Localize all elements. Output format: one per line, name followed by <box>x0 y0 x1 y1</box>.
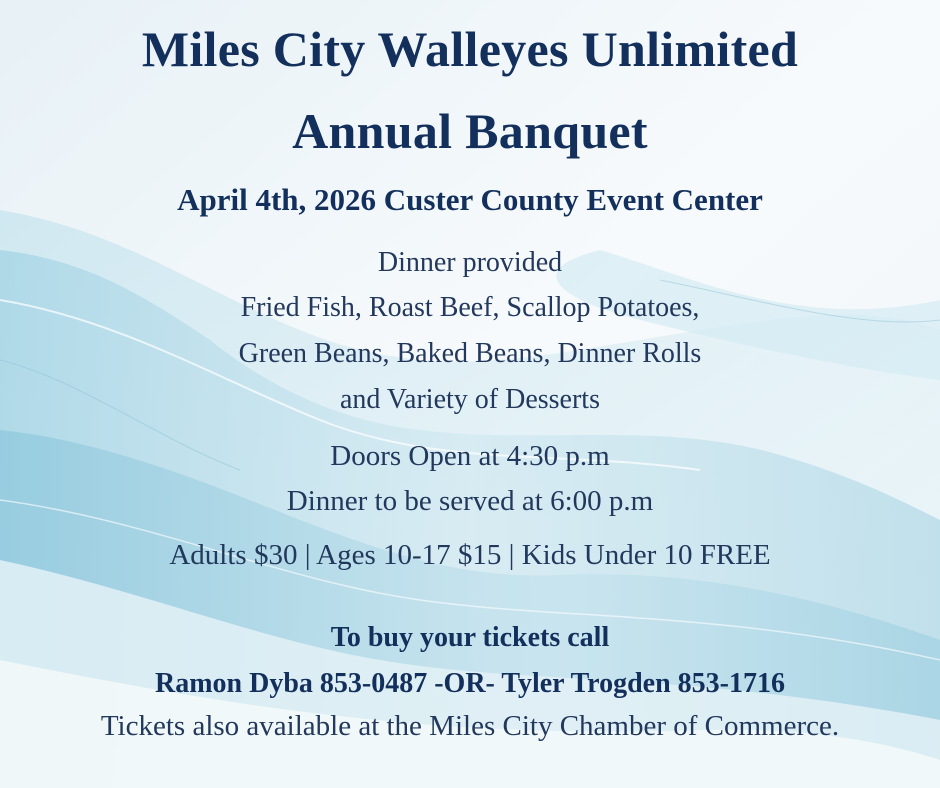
flyer-title-line-2: Annual Banquet <box>292 103 648 159</box>
event-date-venue: April 4th, 2026 Custer County Event Center <box>177 182 763 217</box>
menu-line-3: and Variety of Desserts <box>340 384 600 415</box>
menu-line-2: Green Beans, Baked Beans, Dinner Rolls <box>238 338 702 369</box>
ticket-contacts: Ramon Dyba 853-0487 -OR- Tyler Trogden 853-1716 <box>154 668 785 699</box>
ticket-prices: Adults $30 | Ages 10-17 $15 | Kids Under 10 FREE <box>169 539 771 571</box>
doors-open-time: Doors Open at 4:30 p.m <box>330 440 610 472</box>
tickets-heading: To buy your tickets call <box>330 622 610 653</box>
flyer-title-line-1: Miles City Walleyes Unlimited <box>141 21 799 77</box>
dinner-served-time: Dinner to be served at 6:00 p.m <box>286 485 654 517</box>
menu-line-1: Fried Fish, Roast Beef, Scallop Potatoes, <box>240 292 700 323</box>
dinner-heading: Dinner provided <box>377 247 563 278</box>
chamber-of-commerce-note: Tickets also available at the Miles City Chamber of Commerce. <box>100 710 840 742</box>
